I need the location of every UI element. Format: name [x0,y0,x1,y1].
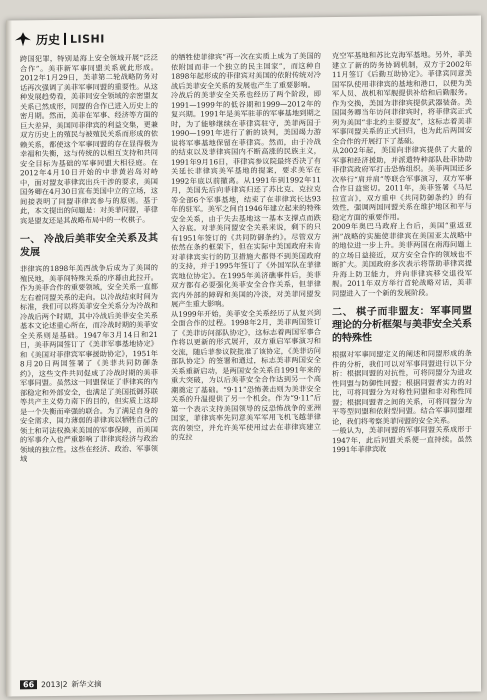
paragraph: 从2002年起，美国向菲律宾提供了大量的军事和经济援助，并派遣特种部队赴菲协助菲律宾政府军打击恐怖组织。美菲两国还多次举行“肩并肩”等联合军事演习，双方军事合作日益密切。2011年，美菲签署《马尼拉宣言》，双方重申《共同防御条约》的有效性，强调两国同盟关系在维护地区和平与稳定方面的重要作用。 [332,144,472,222]
paragraph: 根据对军事同盟定义的阐述和同盟形成的条件的分析，我们可以对军事同盟进行以下分析：根据同盟的对抗性，可将同盟分为进攻性同盟与防御性同盟；根据同盟者实力的对比，可将同盟分为对称性同盟和非对称性同盟；根据同盟者之间的关系，可将同盟分为平等型同盟和依附型同盟。结合军事同盟理论，我们将考察美菲同盟的安全关系。 [332,348,472,426]
paragraph: 菲律宾的1898年美西战争后成为了美国的殖民地，美菲间特殊关系的序幕由此拉开。作为美菲合作的重要领域，安全关系一直都左右着同盟关系的走向。以冷战结束时间为标准，我们可以将美菲安全关系分为冷战和冷战后两个时期，其中冷战后美菲安全关系基本文论述重心所在，而冷战时期的美菲安全关系则是基础。1947年3月14日和21日，美菲两国签订了《美菲军事基地协定》和《美国对菲律宾军事援助协定》，1951年8月20日两国签署了《美菲共同防御条约》，这些文件共同促成了冷战时期的美菲军事同盟。虽然这一同盟保证了菲律宾的内部稳定和外部安全，也满足了美国抵御苏联等共产主义势力南下的目的，但实质上这却是一个失衡而牵强的联合。为了满足自身的安全需求，国力薄弱的菲律宾以牺牲自己的领土和司法权换来美国的军事保障，而美国的军事介入也严重影响了菲律宾经济与政治领域的独立性。这些在经济、政治、军事领域 [20,262,158,464]
paragraph: 克空军基地和苏比克海军基地。另外，菲美建立了新的防务协调机制，双方于2002年11月签订《后勤互助协定》。菲律宾同意美国军队使用菲律宾的基地和港口，以便为美军人员、战机和军舰提供补给和后勤服务。作为交换，美国为菲律宾提供武器装备。美国国务卿当年访问菲律宾时，将菲律宾正式列为美国“非北约主要盟友”，这标志着美菲军事同盟关系的正式回归，也为此后两国安全合作的开展打下了基础。 [332,49,472,146]
paragraph: 的牺牲使菲律宾“再一次在实质上成为了美国的依附国而非一个独立的民主国家”，而这种自1898年起形成的菲律宾对美国的依附传统对冷战后美菲安全关系的发展也产生了重要影响。 [171,51,321,91]
paragraph: 跨国犯罪，特别是海上安全领域开展“泛泛合作”。美菲新军事同盟关系就此形成。2012年1月29日，美菲第二轮战略防务对话再次强调了美菲军事同盟的重要性。从这种发展趋势看，美菲同安全领域的亲密盟友关系已然成形，同盟的合作已进入历史上的密月期。然而，美菲在军事、经济等方面的巨大差异，美国同菲律宾的利益交集，更兼双方历史上的殖民与被殖民关系而形成的依赖关系，都使这个军事同盟的存在显得极为幸福和失衡，这与传统的以相互支持和共同安全目标为基础的军事同盟大相径庭。在2012年4月10日开始的中菲黄岩岛对峙中，面对盟友菲律宾出兵干涉的要求，美国国务卿在4月30日宣布美国中立的立场，这间接表明了同盟菲律宾参与的原则。基于此，本文提出的问题是：对美菲同盟，菲律宾是盟友还是其战略布局中的一枚棋子。 [20,52,158,225]
page-number: 66 [20,680,37,689]
page-fold-shadow [6,20,12,696]
issue-label: 2013|2 [41,679,68,690]
section-heading-1 [20,232,158,259]
paragraph: 一般认为，美菲同盟的军事同盟关系成形于1947年，此后同盟关系便一直持续。虽然1991年菲律宾收 [332,424,472,455]
text-column-2 [171,51,321,442]
text-column-3 [332,50,472,455]
eagle-logo-icon [14,31,32,47]
page-footer [20,678,102,690]
section-name-cn: 历史 [36,32,61,47]
document-page [6,16,481,697]
section-number: 一、 [20,234,41,246]
section-title-text: 棋子而非盟友：军事同盟理论的分析框架与美菲安全关系的特殊性 [332,305,473,345]
paragraph: 2009年奥巴马政府上台后，美国“重返亚洲”战略的实施使菲律宾在美国亚太战略中的地位进一步上升。美菲两国在南海问题上的立场日益接近，双方安全合作的领域也不断扩大。美国政府多次表示将帮助菲律宾提升海上防卫能力，并向菲律宾移交退役军舰。2011年双方举行首轮战略对话，美菲同盟进入了一个新的发展阶段。 [332,220,472,298]
paragraph: 冷战后的美菲安全关系也经历了两个阶段，即1991—1999年的低谷期和1999—2012年的复兴期。1991年是美军驻菲的军事基地到期之时，为了能够继续在菲律宾驻守，美菲两国于1990—1991年进行了新的谈判，美国竭力游说将军事基地保留在菲律宾。然而，由于冷战的结束以及菲律宾国内不断高涨的民族主义，1991年9月16日，菲律宾参议院最终否决了有关延长菲律宾美军基地的提案，要求美军在1992年底以前撤离。从1991年到1992年11月，美国先后向菲律宾归还了苏比克、克拉克等全部6个军事基地，结束了在菲律宾长达93年的驻军。美军之间自1946年建立起来的特殊安全关系，由于失去基地这一基本支撑点而跌入谷底。对菲美同盟安全关系来说，剩下的只有1951年签订的《共同防御条约》。尽管双方依然在条约框架下，但在实际中美国政府未肯对菲律宾实行的防卫措施大都得不到美国政府的支持，并于1995年签订了《外国军队在菲律宾地位协定》。在1995年美济礁事件后，美菲双方都有必要强化美菲安全合作关系，但菲律宾内外部的障碍和美国的冷淡，对美菲同盟发展产生重大影响。 [171,89,321,309]
section-title-text: 冷战后美菲安全关系及其发展 [20,232,159,259]
text-column-1 [20,53,158,464]
header-separator [64,33,66,45]
magazine-name: 新华文摘 [71,679,102,689]
section-heading-2 [332,305,472,345]
section-number: 二、 [332,306,354,319]
section-header [14,29,105,48]
paragraph: 从1999年开始，美菲安全关系经历了从复兴到全面合作的过程。1998年2月，美菲两国签订了《美菲访问部队协定》，这标志着两国军事合作将以更新的形式展开，双方重启军事演习和交流，随后菲参议院批准了该协定，《美菲访问部队协定》的签署和通过，标志美菲两国安全关系重新启动，是两国安全关系自1991年来的重大突破，为以后美菲安全合作达到另一个高潮奠定了基础。“9·11”恐怖袭击则为美菲安全关系的升温提供了另一个机会。作为“9·11”后第一个表示支持美国领导的反恐怖战争的亚洲国家，菲律宾率先同意美军军用飞机飞越菲律宾的领空，并允许美军使用过去在菲律宾建立的克拉 [171,307,321,442]
section-name-en: LISHI [70,31,105,46]
